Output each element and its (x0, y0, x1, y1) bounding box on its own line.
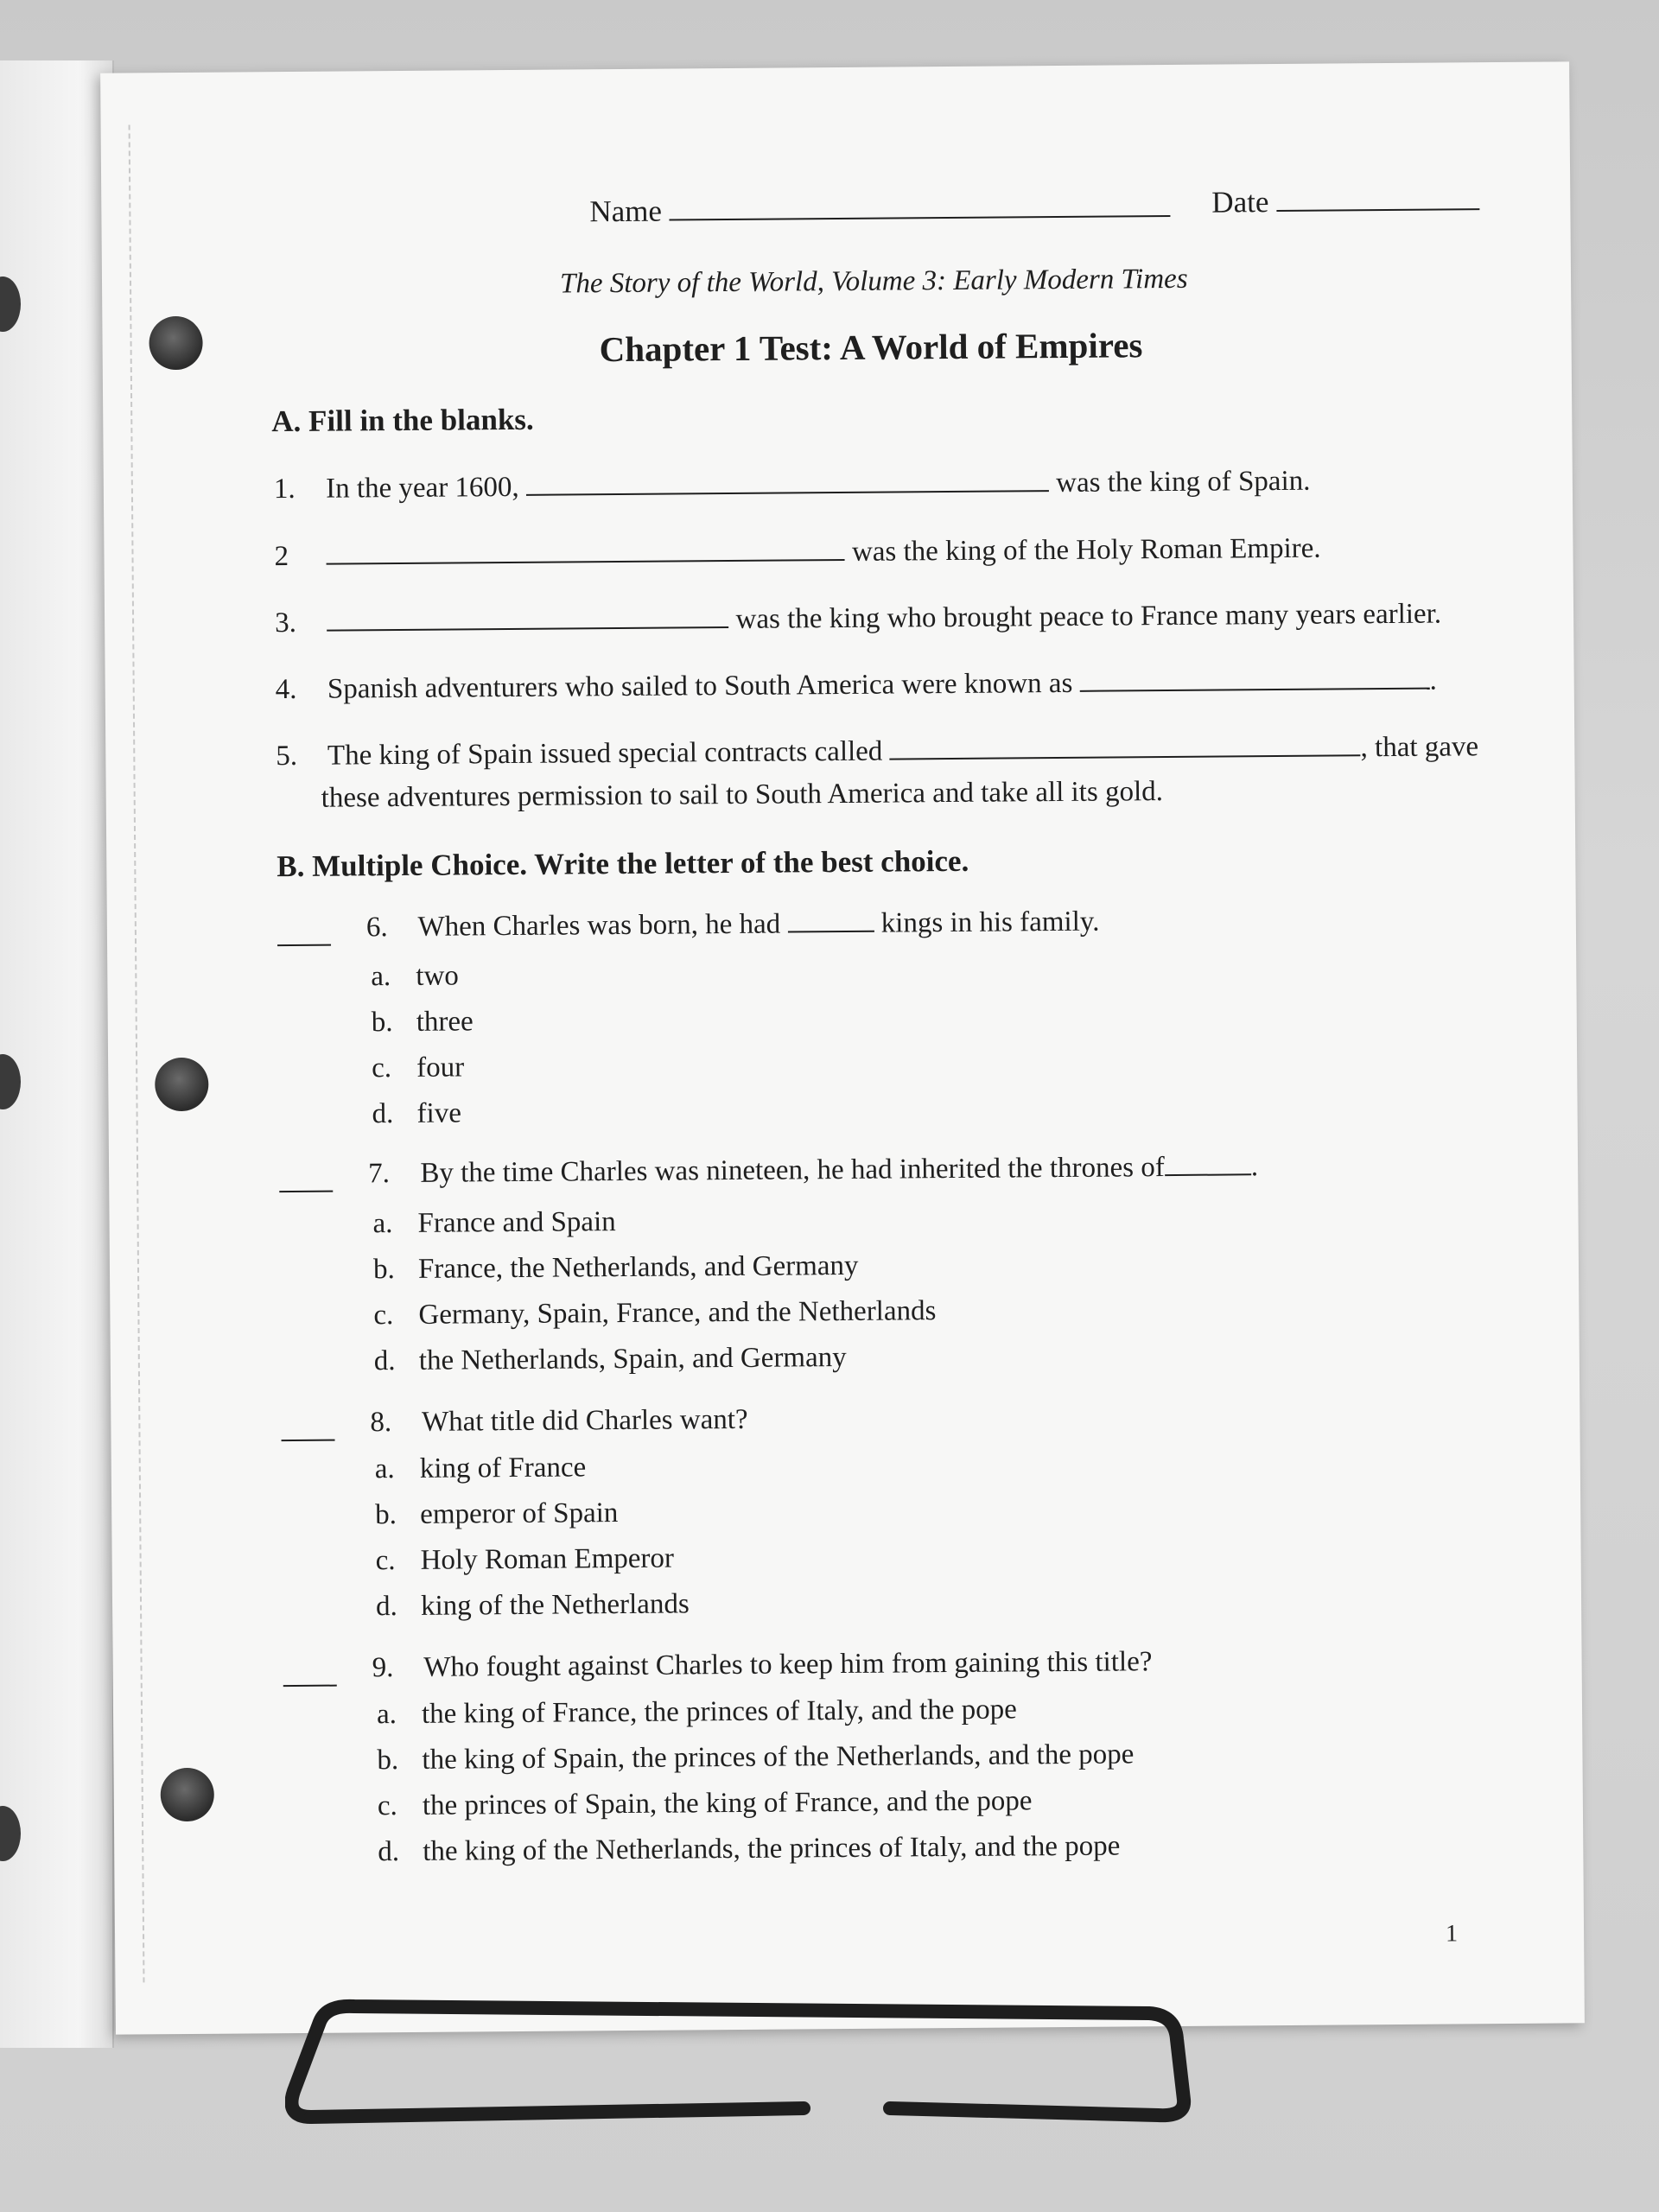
option-text: the king of Spain, the princes of the Netherlands, and the pope (422, 1738, 1135, 1776)
option-6c[interactable] (372, 1052, 464, 1084)
option-text: three (416, 1006, 474, 1038)
answer-blank-q8[interactable] (282, 1440, 335, 1441)
answer-blank[interactable] (327, 626, 728, 632)
answer-blank[interactable] (526, 489, 1049, 496)
option-6d[interactable] (372, 1097, 461, 1130)
option-letter: a. (374, 1453, 395, 1485)
fill-item-5 (276, 731, 1478, 772)
option-7a[interactable] (372, 1206, 615, 1240)
question-number: 6. (365, 912, 388, 944)
question-text: By the time Charles was nineteen, he had inherited the thrones of (420, 1152, 1165, 1189)
option-9b[interactable] (377, 1738, 1134, 1777)
question-number: 7. (367, 1158, 391, 1190)
option-7b[interactable] (373, 1250, 859, 1286)
item-text: , that gave (1360, 731, 1479, 764)
question-9 (372, 1646, 1152, 1684)
option-8a[interactable] (375, 1452, 587, 1485)
option-text: the king of the Netherlands, the princes of Italy, and the pope (423, 1830, 1121, 1867)
option-letter: b. (375, 1499, 397, 1531)
binder-ring (0, 1054, 21, 1109)
item-text: Spanish adventurers who sailed to South America were known as (327, 667, 1073, 705)
question-text: When Charles was born, he had (417, 908, 781, 943)
option-text: France, the Netherlands, and Germany (417, 1249, 859, 1285)
item-number: 1. (273, 473, 296, 505)
question-text: What title did Charles want? (421, 1403, 748, 1438)
option-text: emperor of Spain (420, 1497, 619, 1530)
option-letter: a. (371, 961, 391, 993)
question-number: 8. (370, 1407, 392, 1439)
question-text: . (1250, 1151, 1259, 1183)
option-8b[interactable] (375, 1497, 618, 1531)
name-field[interactable] (589, 190, 1171, 229)
item-text: was the king of Spain. (1056, 465, 1311, 499)
date-blank[interactable] (1276, 207, 1479, 212)
date-label: Date (1211, 185, 1269, 219)
item-number: 2 (274, 541, 289, 573)
question-number: 9. (372, 1652, 394, 1684)
question-8 (370, 1404, 747, 1439)
question-text: kings in his family. (880, 906, 1100, 939)
binder-ring (0, 1806, 21, 1861)
answer-blank[interactable] (1080, 687, 1430, 692)
option-text: the princes of Spain, the king of France, and the pope (422, 1785, 1033, 1821)
item-text: In the year 1600, (326, 471, 519, 505)
option-7d[interactable] (374, 1342, 847, 1377)
fill-item-4 (276, 665, 1437, 707)
binder-ring (0, 276, 21, 332)
option-7c[interactable] (373, 1295, 936, 1332)
option-letter: b. (372, 1254, 395, 1286)
fill-item-5-continuation: these adventures permission to sail to South America and take all its gold. (321, 776, 1164, 814)
option-6a[interactable] (371, 960, 459, 993)
answer-blank-q9[interactable] (283, 1685, 337, 1687)
option-text: king of France (419, 1452, 587, 1484)
option-9c[interactable] (378, 1785, 1033, 1822)
inline-blank[interactable] (1165, 1173, 1251, 1176)
punch-hole (155, 1058, 208, 1111)
option-letter: a. (376, 1699, 397, 1731)
book-subtitle: The Story of the World, Volume 3: Early Modern Times (559, 263, 1188, 300)
background-binder-sheet (0, 60, 114, 2048)
option-letter: d. (375, 1591, 397, 1623)
display-stand (285, 1987, 1201, 2126)
option-8c[interactable] (376, 1543, 675, 1578)
section-a-heading: A. Fill in the blanks. (271, 402, 534, 439)
answer-blank-q7[interactable] (279, 1191, 333, 1192)
option-text: the king of France, the princes of Italy, and the pope (421, 1694, 1017, 1730)
option-letter: b. (371, 1007, 393, 1039)
perforation-line (129, 124, 145, 1982)
option-text: four (416, 1052, 465, 1084)
option-letter: c. (373, 1300, 394, 1332)
answer-blank[interactable] (327, 558, 845, 565)
answer-blank[interactable] (890, 753, 1361, 760)
option-text: Holy Roman Emperor (420, 1542, 675, 1576)
page-title: Chapter 1 Test: A World of Empires (599, 325, 1143, 370)
option-8d[interactable] (376, 1588, 690, 1623)
option-letter: c. (372, 1052, 392, 1084)
question-text: Who fought against Charles to keep him from gaining this title? (423, 1646, 1153, 1683)
option-letter: a. (372, 1208, 393, 1240)
option-letter: d. (373, 1345, 396, 1377)
item-number: 4. (275, 673, 297, 706)
inline-blank[interactable] (788, 930, 874, 933)
fill-item-2 (274, 533, 1320, 574)
question-7 (368, 1151, 1258, 1190)
question-6 (366, 906, 1100, 944)
option-letter: d. (378, 1836, 400, 1868)
name-label: Name (589, 194, 663, 229)
option-text: the Netherlands, Spain, and Germany (418, 1341, 847, 1376)
option-letter: c. (375, 1545, 396, 1577)
option-text: Germany, Spain, France, and the Netherlands (418, 1295, 937, 1331)
option-letter: b. (377, 1745, 399, 1777)
option-text: France and Spain (417, 1206, 616, 1239)
option-letter: d. (372, 1098, 394, 1130)
fill-item-3 (275, 599, 1441, 640)
punch-hole (149, 316, 202, 370)
name-blank[interactable] (670, 214, 1171, 221)
item-number: 5. (276, 740, 298, 772)
date-field[interactable] (1211, 183, 1479, 219)
item-text: was the king who brought peace to France many years earlier. (735, 598, 1442, 635)
item-text: The king of Spain issued special contracts called (327, 735, 883, 772)
section-b-heading: B. Multiple Choice. Write the letter of the best choice. (276, 843, 969, 884)
option-letter: c. (377, 1790, 397, 1822)
option-text: two (416, 960, 459, 992)
answer-blank-q6[interactable] (277, 944, 331, 946)
page-number: 1 (1445, 1920, 1459, 1948)
option-text: king of the Netherlands (420, 1588, 690, 1622)
option-9d[interactable] (378, 1831, 1120, 1869)
worksheet-page (100, 61, 1585, 2034)
item-number: 3. (274, 607, 297, 639)
option-9a[interactable] (377, 1694, 1017, 1731)
fill-item-1 (274, 466, 1311, 505)
item-text: was the king of the Holy Roman Empire. (851, 532, 1321, 568)
option-6b[interactable] (372, 1006, 474, 1039)
item-text: . (1429, 664, 1437, 696)
option-text: five (416, 1097, 462, 1129)
punch-hole (161, 1768, 214, 1821)
